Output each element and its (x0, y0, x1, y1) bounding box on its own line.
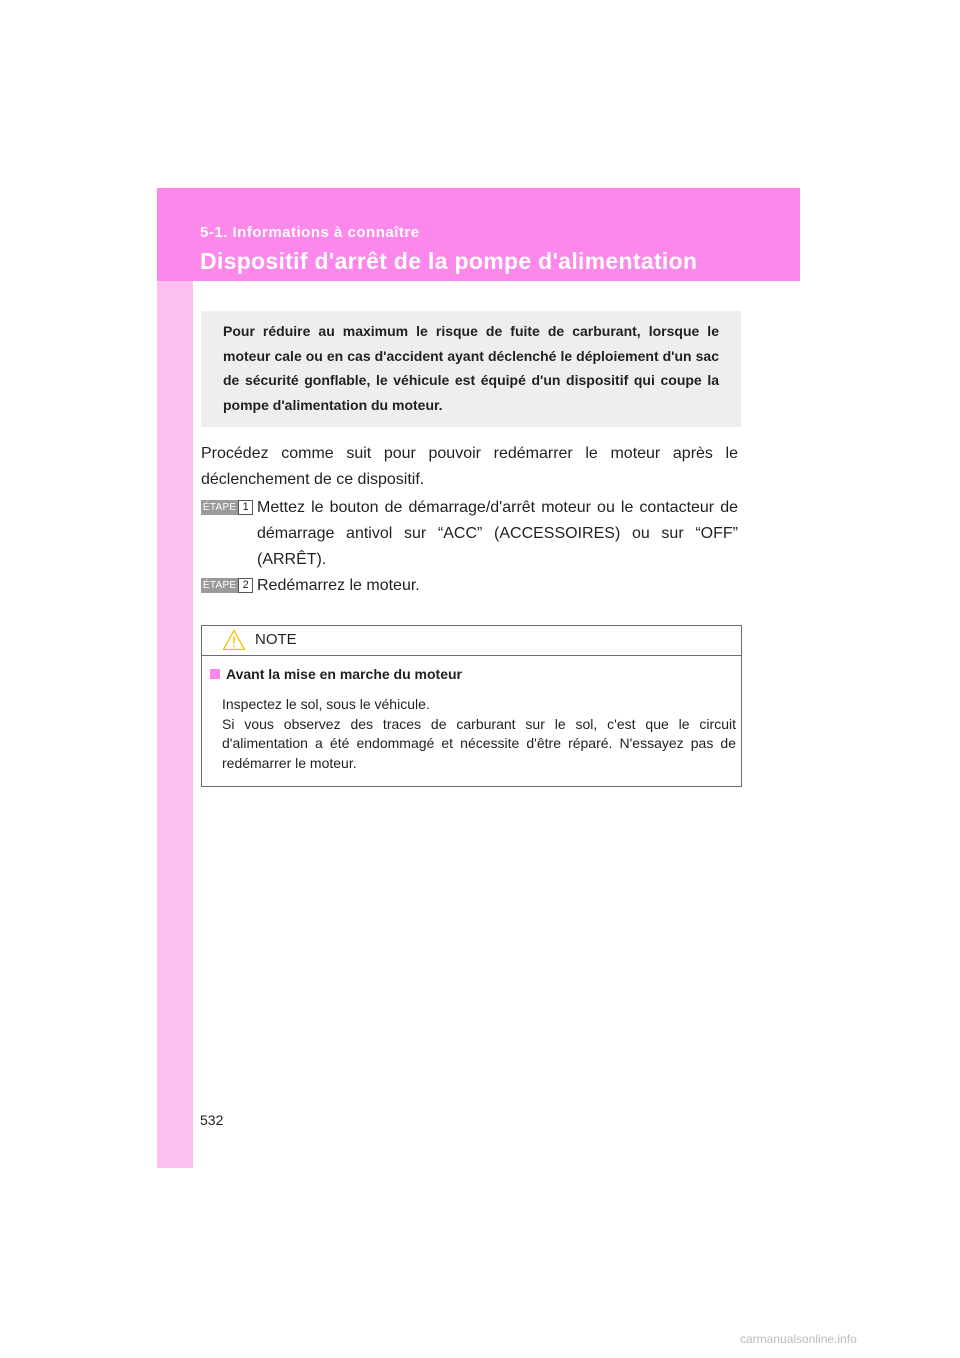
step-badge-number: 1 (238, 500, 253, 515)
note-line: Si vous observez des traces de carburant sur le sol, c'est que le circuit d'alimentation a été endommagé et nécessite d'être réparé. N'essayez pas de redémarrer le moteur. (222, 715, 736, 771)
note-heading-text: Avant la mise en marche du moteur (226, 666, 462, 682)
step-text: Mettez le bouton de démarrage/d'arrêt moteur ou le contacteur de démarrage antivol sur “ACC” (ACCESSOIRES) ou sur “OFF” (ARRÊT). (257, 499, 738, 568)
watermark: carmanualsonline.info (740, 1332, 857, 1346)
step-badge (201, 578, 253, 593)
side-strip (157, 188, 193, 1168)
note-body (222, 695, 736, 773)
bullet-square-icon (210, 669, 220, 679)
body-paragraph: Procédez comme suit pour pouvoir redémarrer le moteur après le déclenchement de ce dispositif. (201, 445, 738, 488)
step-badge-label: ÉTAPE (202, 580, 237, 591)
note-line: Inspectez le sol, sous le véhicule. (222, 696, 430, 712)
page-number: 532 (200, 1112, 224, 1128)
note-title: NOTE (255, 631, 297, 648)
warning-triangle-icon (222, 629, 246, 651)
step-badge-number: 2 (238, 578, 253, 593)
intro-text: Pour réduire au maximum le risque de fuite de carburant, lorsque le moteur cale ou en cas d'accident ayant déclenché le déploiement d'un sac de sécurité gonflable, le véhicule est équipé d'un dispositif qui coupe la pompe d'alimentation du moteur. (223, 323, 719, 413)
section-label: 5-1. Informations à connaître (200, 224, 420, 241)
step-1 (201, 495, 738, 573)
step-text: Redémarrez le moteur. (257, 577, 420, 594)
note-header (202, 626, 741, 656)
step-badge-label: ÉTAPE (202, 502, 237, 513)
note-box (201, 625, 742, 787)
page-title: Dispositif d'arrêt de la pompe d'alimentation (200, 248, 698, 274)
note-heading (210, 666, 462, 682)
step-2 (201, 573, 738, 599)
intro-box (201, 311, 741, 427)
step-badge (201, 500, 253, 515)
